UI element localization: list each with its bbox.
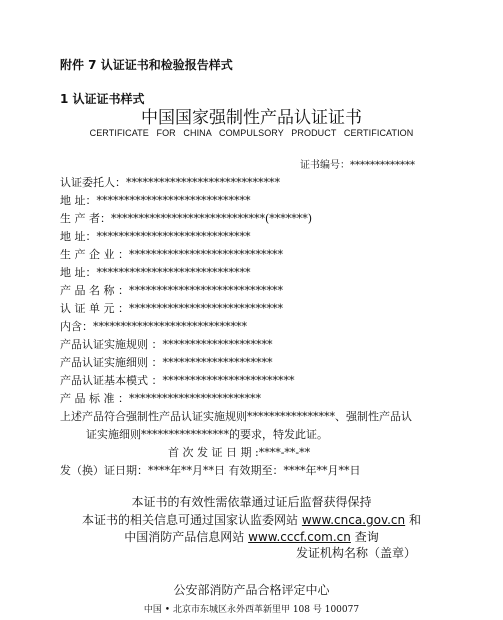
organization-name: 公安部消防产品合格评定中心 — [173, 583, 330, 597]
certificate-subtitle: CERTIFICATE FOR CHINA COMPULSORY PRODUCT CERTIFICATION — [89, 128, 414, 138]
field-value: **************************** — [129, 284, 283, 297]
field-value: ******************** — [162, 338, 273, 351]
cccf-website-link[interactable]: www.cccf.com.cn — [248, 530, 351, 544]
section-title: 1 认证证书样式 — [60, 92, 145, 106]
field-label: 地 址： — [60, 194, 97, 207]
statement-line-2: 证实施细则****************的要求，特发此证。 — [86, 428, 328, 441]
cnca-info-suffix: 和 — [405, 513, 421, 527]
validity-note: 本证书的有效性需依靠通过证后监督获得保持 — [131, 495, 372, 509]
field-value: **************************** — [126, 176, 280, 189]
field-label: 产 品 标 准 ： — [60, 392, 129, 405]
statement-line-1: 上述产品符合强制性产品认证实施规则****************、强制性产品认 — [60, 410, 412, 423]
field-label: 产品认证基本模式 ： — [60, 374, 163, 387]
field-label: 认 证 单 元 ： — [60, 302, 129, 315]
field-row-product-name — [60, 284, 283, 298]
field-value: ************************ — [162, 374, 295, 387]
appendix-title: 附件 7 认证证书和检验报告样式 — [60, 58, 233, 72]
field-row-contains — [60, 320, 247, 334]
first-issue-value: ****-**-** — [258, 446, 311, 459]
issuer-seal-label: 发证机构名称（盖章） — [296, 546, 417, 560]
field-row-manufacturer — [60, 212, 312, 226]
field-value: ******************** — [162, 356, 273, 369]
cnca-info-prefix: 本证书的相关信息可通过国家认监委网站 — [82, 513, 302, 527]
field-row-factory-address — [60, 266, 251, 280]
cnca-info-line — [0, 511, 503, 528]
field-label: 产品认证实施规则 ： — [60, 338, 163, 351]
cnca-website-link[interactable]: www.cnca.gov.cn — [301, 513, 406, 527]
field-label: 生 产 者： — [60, 212, 111, 225]
field-value: **************************** — [96, 266, 251, 279]
field-label: 内含： — [60, 320, 93, 333]
field-row-applicant — [60, 176, 280, 190]
certificate-number-value: ************* — [350, 160, 415, 171]
field-value: ************************ — [129, 392, 261, 405]
field-row-implementation-details — [60, 356, 273, 370]
field-value: **************************** — [93, 320, 247, 333]
field-label: 地 址： — [60, 266, 97, 279]
cccf-info-suffix: 查询 — [350, 530, 379, 544]
certificate-title: 中国国家强制性产品认证证书 — [141, 108, 362, 128]
field-label: 认证委托人： — [60, 176, 126, 189]
field-label: 地 址： — [60, 230, 97, 243]
field-value: **************************** — [96, 230, 251, 243]
organization-address: 中国 • 北京市东城区永外西革新里甲 108 号 100077 — [143, 605, 360, 615]
reissue-validity-line: 发（换）证日期：****年**月**日 有效期至：****年**月**日 — [60, 464, 361, 477]
field-row-applicant-address — [60, 194, 251, 208]
certificate-number — [300, 156, 415, 171]
field-label: 生 产 企 业 ： — [60, 248, 129, 261]
field-row-basic-mode — [60, 374, 295, 388]
first-issue-label: 首 次 发 证 日 期 : — [168, 446, 259, 459]
field-label: 产 品 名 称 ： — [60, 284, 129, 297]
first-issue-date — [168, 446, 310, 460]
field-value: **************************** — [96, 194, 251, 207]
field-label: 产品认证实施细则 ： — [60, 356, 163, 369]
certificate-number-label: 证书编号： — [300, 160, 350, 171]
field-row-implementation-rules — [60, 338, 273, 352]
field-row-product-standard — [60, 392, 261, 406]
field-value: ****************************(*******) — [111, 212, 313, 225]
field-row-manufacturer-address — [60, 230, 251, 244]
field-value: **************************** — [129, 302, 283, 315]
cccf-info-line — [0, 528, 503, 545]
field-row-factory — [60, 248, 283, 262]
field-value: **************************** — [129, 248, 283, 261]
cccf-info-prefix: 中国消防产品信息网站 — [124, 530, 249, 544]
field-row-certification-unit — [60, 302, 283, 316]
